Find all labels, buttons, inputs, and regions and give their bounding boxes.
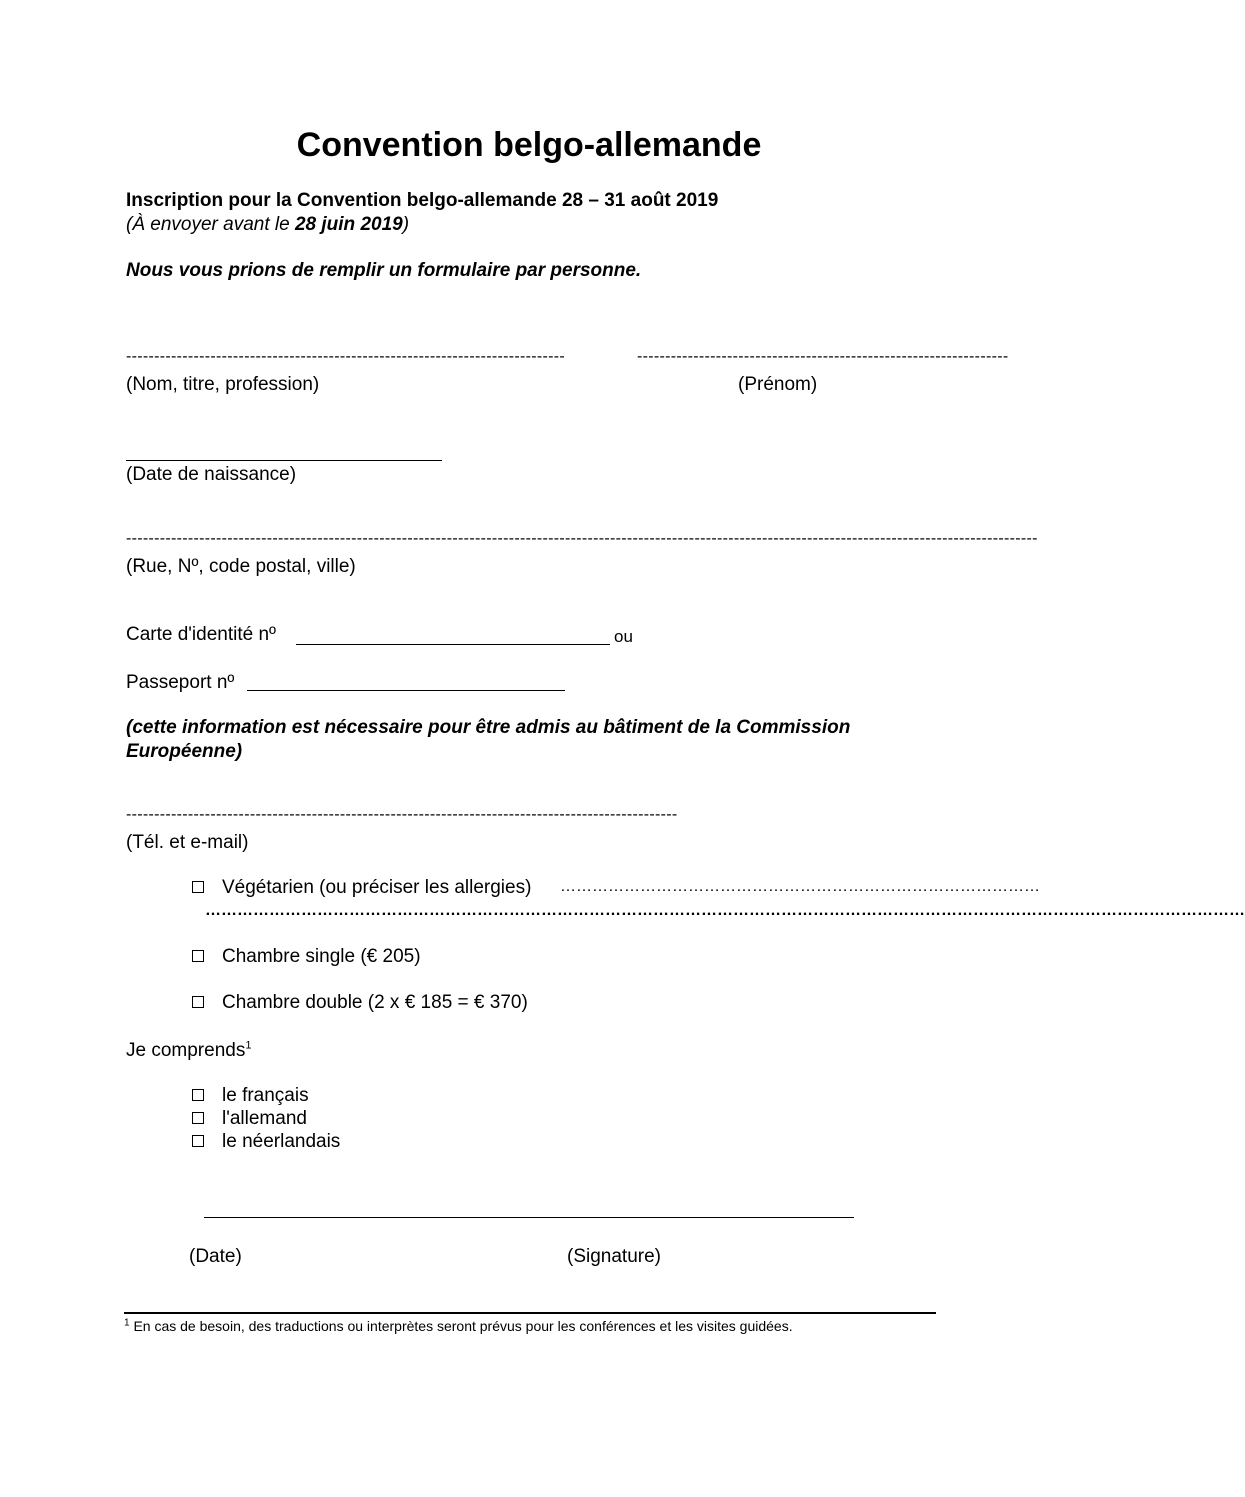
birthdate-line[interactable]: [126, 460, 442, 461]
name-dashed-line[interactable]: ------------------------------------------------------------------------------: [126, 348, 565, 365]
deadline-prefix: (À envoyer avant le: [126, 214, 295, 235]
allergies-dotted-line[interactable]: ………………………………………………………………………………: [560, 878, 1040, 895]
double-room-checkbox[interactable]: [192, 996, 204, 1008]
signature-line[interactable]: [204, 1217, 854, 1218]
language-item-dutch: le néerlandais: [222, 1131, 341, 1152]
name-label: (Nom, titre, profession): [126, 374, 320, 395]
footnote-marker: 1: [124, 1317, 130, 1329]
deadline-note: [126, 214, 409, 236]
footnote: [124, 1318, 793, 1334]
form-instruction: Nous vous prions de remplir un formulaire par personne.: [126, 260, 642, 281]
date-label: (Date): [189, 1246, 242, 1267]
address-label: (Rue, Nº, code postal, ville): [126, 556, 356, 577]
id-card-line[interactable]: [296, 644, 610, 645]
allergies-dotted-line-2[interactable]: ……………………………………………………………………………………………………………………………………………………………………………: [205, 902, 1245, 919]
vegetarian-label: Végétarien (ou préciser les allergies): [222, 877, 532, 898]
id-card-label: Carte d'identité nº: [126, 624, 276, 645]
dutch-checkbox[interactable]: [192, 1135, 204, 1147]
german-checkbox[interactable]: [192, 1112, 204, 1124]
signature-label: (Signature): [567, 1246, 661, 1267]
language-item-german: l'allemand: [222, 1108, 307, 1129]
french-checkbox[interactable]: [192, 1089, 204, 1101]
footnote-divider: [124, 1312, 936, 1314]
page-title: Convention belgo-allemande: [296, 126, 762, 164]
deadline-suffix: ): [402, 214, 410, 235]
contact-label: (Tél. et e-mail): [126, 832, 249, 853]
firstname-dashed-line[interactable]: ------------------------------------------------------------------: [637, 348, 1009, 365]
single-room-label: Chambre single (€ 205): [222, 946, 421, 967]
vegetarian-checkbox[interactable]: [192, 881, 204, 893]
address-dashed-line[interactable]: ------------------------------------------------------------------------------------------------------------------------------------------------------------------: [126, 530, 1038, 547]
or-label: ou: [614, 627, 633, 646]
footnote-ref: 1: [245, 1039, 252, 1052]
deadline-date: 28 juin 2019: [294, 214, 403, 235]
double-room-label: Chambre double (2 x € 185 = € 370): [222, 992, 528, 1013]
languages-heading-text: Je comprends: [126, 1040, 246, 1061]
passport-line[interactable]: [247, 690, 565, 691]
birthdate-label: (Date de naissance): [126, 464, 297, 485]
footnote-text: En cas de besoin, des traductions ou interprètes seront prévus pour les conférences et les visites guidées.: [129, 1318, 793, 1334]
languages-heading: [126, 1040, 251, 1062]
contact-dashed-line[interactable]: --------------------------------------------------------------------------------------------------: [126, 806, 678, 823]
form-subtitle: Inscription pour la Convention belgo-allemande 28 – 31 août 2019: [126, 190, 719, 211]
single-room-checkbox[interactable]: [192, 950, 204, 962]
passport-label: Passeport nº: [126, 672, 235, 693]
firstname-label: (Prénom): [738, 374, 818, 395]
language-item-french: le français: [222, 1085, 309, 1106]
id-required-note: (cette information est nécessaire pour être admis au bâtiment de la Commission Européenne): [126, 717, 851, 762]
